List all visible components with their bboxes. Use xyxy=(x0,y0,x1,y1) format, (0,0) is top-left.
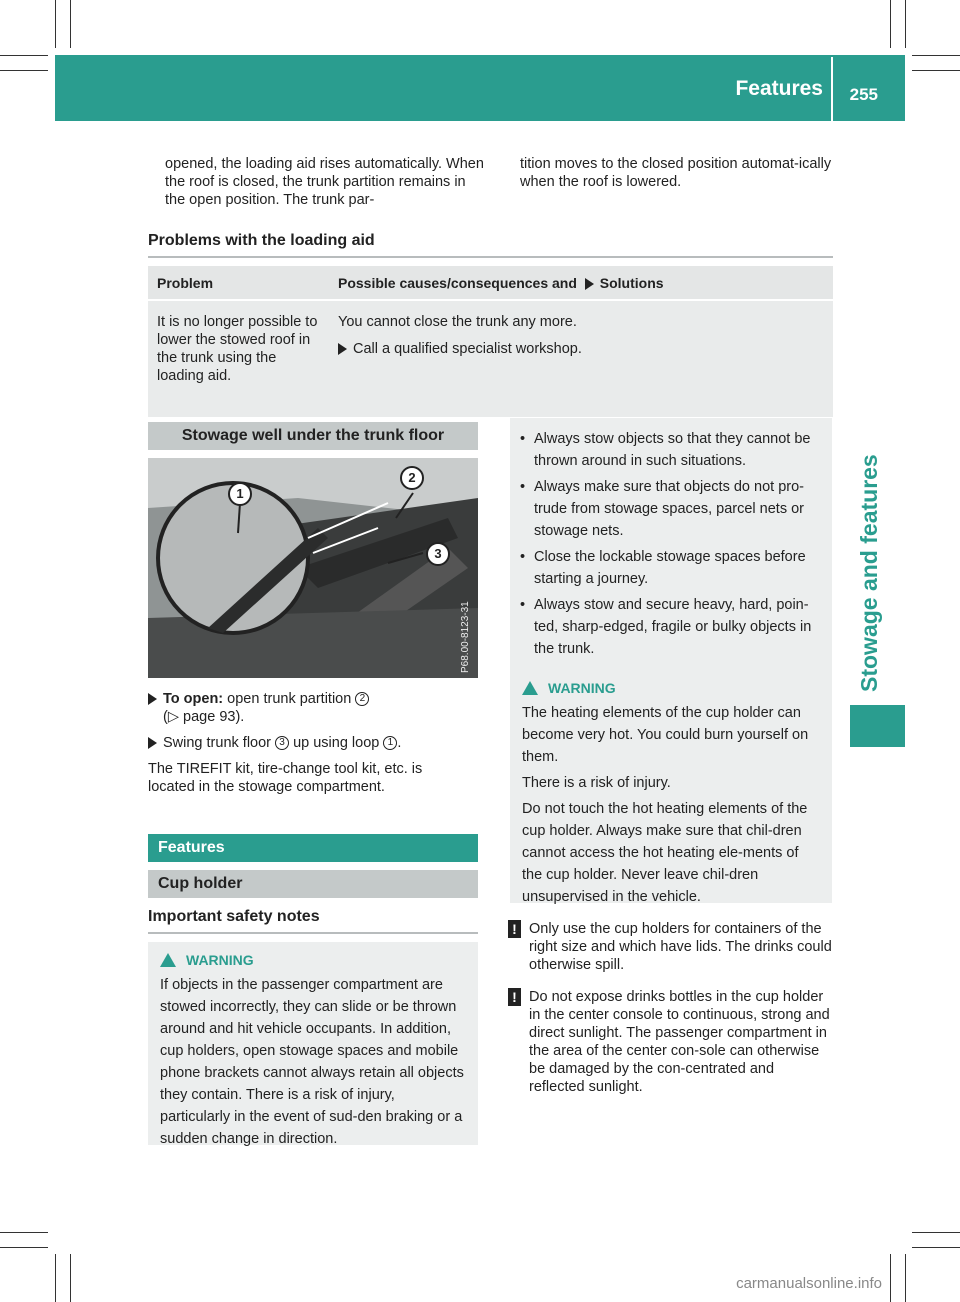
warning-text: If objects in the passenger compartment are stowed incorrectly, they can slide or be thrown around and hit vehicle occupants. In addition, cup holders, open stowage spaces and mobile phone brackets cannot always retain all objects they contain. There is a risk of injury, particularly in the event of sud-den braking or a sudden change in direction. xyxy=(160,977,464,1147)
column-header-solutions-suffix: Solutions xyxy=(599,274,664,291)
bullet-text: Always stow and secure heavy, hard, poin-ted, sharp-edged, fragile or bulky objects in the trunk. xyxy=(534,597,812,657)
table-row xyxy=(148,301,833,417)
crop-mark xyxy=(912,55,960,56)
warning-text: There is a risk of injury. xyxy=(522,775,671,791)
page-number: 255 xyxy=(849,85,878,104)
action-arrow-icon xyxy=(148,693,157,705)
intro-text-left: opened, the loading aid rises automatically. When the roof is closed, the trunk partition remains in the open position. The trunk par- xyxy=(165,156,484,208)
table-cell-problem xyxy=(148,301,338,417)
crop-mark xyxy=(905,0,906,48)
solution-step xyxy=(338,340,833,358)
bullet-text: Always make sure that objects do not pro-trude from stowage spaces, parcel nets or stowage nets. xyxy=(534,479,804,539)
section-bar-stowage xyxy=(148,422,478,450)
step-text: up using loop xyxy=(293,735,380,751)
step-text: Swing trunk floor xyxy=(163,735,271,751)
list-item xyxy=(520,594,824,660)
callout-1: 1 xyxy=(228,482,252,506)
watermark: carmanualsonline.info xyxy=(736,1275,882,1292)
crop-mark xyxy=(912,1247,960,1248)
section-bar-features xyxy=(148,834,478,862)
crop-mark xyxy=(905,1254,906,1302)
bullet-icon: • xyxy=(520,479,526,495)
caution-icon: ! xyxy=(508,988,521,1006)
header-bar xyxy=(55,55,905,121)
bullet-icon: • xyxy=(520,597,526,613)
action-arrow-icon xyxy=(338,343,347,355)
step-label: To open: xyxy=(163,691,224,707)
side-tab-label: Stowage and features xyxy=(856,454,882,692)
crop-mark xyxy=(55,0,56,48)
crop-mark xyxy=(912,1232,960,1233)
bullet-icon: • xyxy=(520,431,526,447)
crop-mark xyxy=(0,55,48,56)
bullet-text: Always stow objects so that they cannot be thrown around in such situations. xyxy=(534,431,811,469)
step-swing: Swing trunk floor 3 up using loop 1 . xyxy=(148,734,478,752)
page-ref-text: page 93). xyxy=(183,709,245,725)
warning-box xyxy=(148,942,478,1145)
table-cell-solution xyxy=(338,301,833,417)
image-code: P68.00-8123-31 xyxy=(460,601,471,673)
warning-text: Do not touch the hot heating elements of the cup holder. Always make sure that chil-dren cannot access the hot heating ele-ments of the cup holder. Never leave chil-dren unsupervised in the vehicle. xyxy=(522,801,808,905)
column-header-solutions xyxy=(338,275,833,291)
warning-icon xyxy=(522,681,538,695)
header-divider xyxy=(831,57,833,121)
trunk-illustration xyxy=(148,458,478,678)
caution-note xyxy=(508,920,833,974)
caution-text: Do not expose drinks bottles in the cup holder in the center console to continuous, strong and direct sunlight. The passenger compartment in the area of the center con-sole can otherwise be damaged by the con-centrated and reflected sunlight. xyxy=(529,989,830,1095)
features-heading: Features xyxy=(158,839,225,856)
warning-label: WARNING xyxy=(186,952,254,968)
crop-mark xyxy=(0,70,48,71)
problems-table xyxy=(148,266,833,417)
caution-text: Only use the cup holders for containers of the right size and which have lids. The drinks could otherwise spill. xyxy=(529,921,832,973)
caution-icon: ! xyxy=(508,920,521,938)
step-open xyxy=(148,690,478,726)
warning-header xyxy=(160,952,466,968)
warning-text: The heating elements of the cup holder can become very hot. You could burn yourself on them. xyxy=(522,705,809,765)
bullet-icon: • xyxy=(520,549,526,565)
caution-note xyxy=(508,988,833,1096)
side-tab-marker xyxy=(850,705,905,747)
cup-holder-heading: Cup holder xyxy=(158,875,243,892)
crop-mark xyxy=(0,1232,48,1233)
table-header xyxy=(148,266,833,299)
section-bar-cup-holder xyxy=(148,870,478,898)
divider xyxy=(148,932,478,934)
column-header-problem: Problem xyxy=(157,274,214,291)
warning-box xyxy=(510,670,832,903)
list-item xyxy=(520,476,824,542)
action-arrow-icon xyxy=(585,278,594,290)
divider xyxy=(148,256,833,258)
safety-bullets xyxy=(510,418,832,674)
callout-3: 3 xyxy=(426,542,450,566)
callout-ref: 2 xyxy=(355,692,369,706)
crop-mark xyxy=(55,1254,56,1302)
callout-ref: 1 xyxy=(383,736,397,750)
page-ref-arrow-icon: ▷ xyxy=(167,709,179,725)
list-item xyxy=(520,428,824,472)
crop-mark xyxy=(912,70,960,71)
problem-text: It is no longer possible to lower the stowed roof in the trunk using the loading aid. xyxy=(157,314,318,384)
section-heading-problems: Problems with the loading aid xyxy=(148,232,375,249)
warning-label: WARNING xyxy=(548,680,616,696)
safety-notes-heading: Important safety notes xyxy=(148,908,320,925)
warning-icon xyxy=(160,953,176,967)
crop-mark xyxy=(0,1247,48,1248)
action-arrow-icon xyxy=(148,737,157,749)
cause-text: You cannot close the trunk any more. xyxy=(338,314,577,330)
column-header-solutions-text: Possible causes/consequences and xyxy=(338,274,577,291)
callout-2: 2 xyxy=(400,466,424,490)
header-title: Features xyxy=(735,77,823,100)
intro-text-right: tition moves to the closed position automat-ically when the roof is lowered. xyxy=(520,156,832,190)
stowage-note: The TIREFIT kit, tire-change tool kit, etc. is located in the stowage compartment. xyxy=(148,761,423,795)
list-item xyxy=(520,546,824,590)
step-text: open trunk partition xyxy=(227,691,352,707)
trunk-photo-svg xyxy=(148,458,478,678)
solution-text: Call a qualified specialist workshop. xyxy=(353,341,582,357)
bullet-text: Close the lockable stowage spaces before starting a journey. xyxy=(534,549,806,587)
crop-mark xyxy=(70,1254,71,1302)
crop-mark xyxy=(890,1254,891,1302)
stowage-heading: Stowage well under the trunk floor xyxy=(181,427,445,444)
page-ref: (▷ page 93). xyxy=(163,709,245,725)
crop-mark xyxy=(890,0,891,48)
crop-mark xyxy=(70,0,71,48)
callout-ref: 3 xyxy=(275,736,289,750)
warning-header xyxy=(522,680,820,696)
